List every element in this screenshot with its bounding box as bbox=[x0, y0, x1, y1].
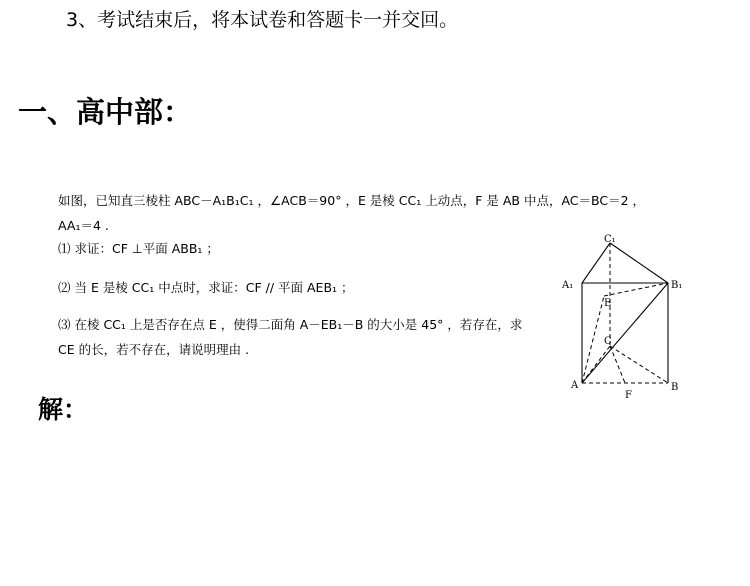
label-B1: B₁ bbox=[671, 280, 683, 291]
problem-part-3-line-1: ⑶ 在棱 CC₁ 上是否存在点 E ，使得二面角 A－EB₁－B 的大小是 45° ，若存在，求 bbox=[58, 317, 523, 332]
problem-line-1: 如图，已知直三棱柱 ABC－A₁B₁C₁ ，∠ACB＝90° ，E 是棱 CC₁ 上动点，F 是 AB 中点，AC＝BC＝2 ， bbox=[58, 193, 646, 208]
problem-part-1: ⑴ 求证：CF ⊥平面 ABB₁ ； bbox=[58, 241, 219, 256]
label-A1: A₁ bbox=[562, 280, 574, 291]
problem-part-3-line-2: CE 的长，若不存在，请说明理由 . bbox=[58, 342, 250, 357]
edge-A1-C1 bbox=[582, 243, 610, 283]
label-C: C bbox=[604, 336, 612, 347]
edge-C-B bbox=[610, 346, 668, 383]
prism-figure bbox=[560, 228, 700, 408]
problem-part-2: ⑵ 当 E 是棱 CC₁ 中点时，求证：CF // 平面 AEB₁ ； bbox=[58, 280, 354, 295]
exam-instruction: 3、考试结束后，将本试卷和答题卡一并交回。 bbox=[66, 9, 459, 31]
segment-C-F bbox=[610, 346, 625, 383]
solution-label: 解： bbox=[38, 395, 89, 424]
label-B: B bbox=[671, 382, 679, 393]
label-E: E bbox=[604, 298, 612, 309]
prism-solid-edges bbox=[582, 243, 668, 383]
label-A: A bbox=[571, 380, 579, 391]
label-F: F bbox=[625, 390, 632, 401]
section-title: 一、高中部： bbox=[18, 95, 193, 129]
edge-C1-B1 bbox=[610, 243, 668, 283]
label-C1: C₁ bbox=[604, 234, 616, 245]
problem-line-2: AA₁＝4 . bbox=[58, 218, 109, 233]
